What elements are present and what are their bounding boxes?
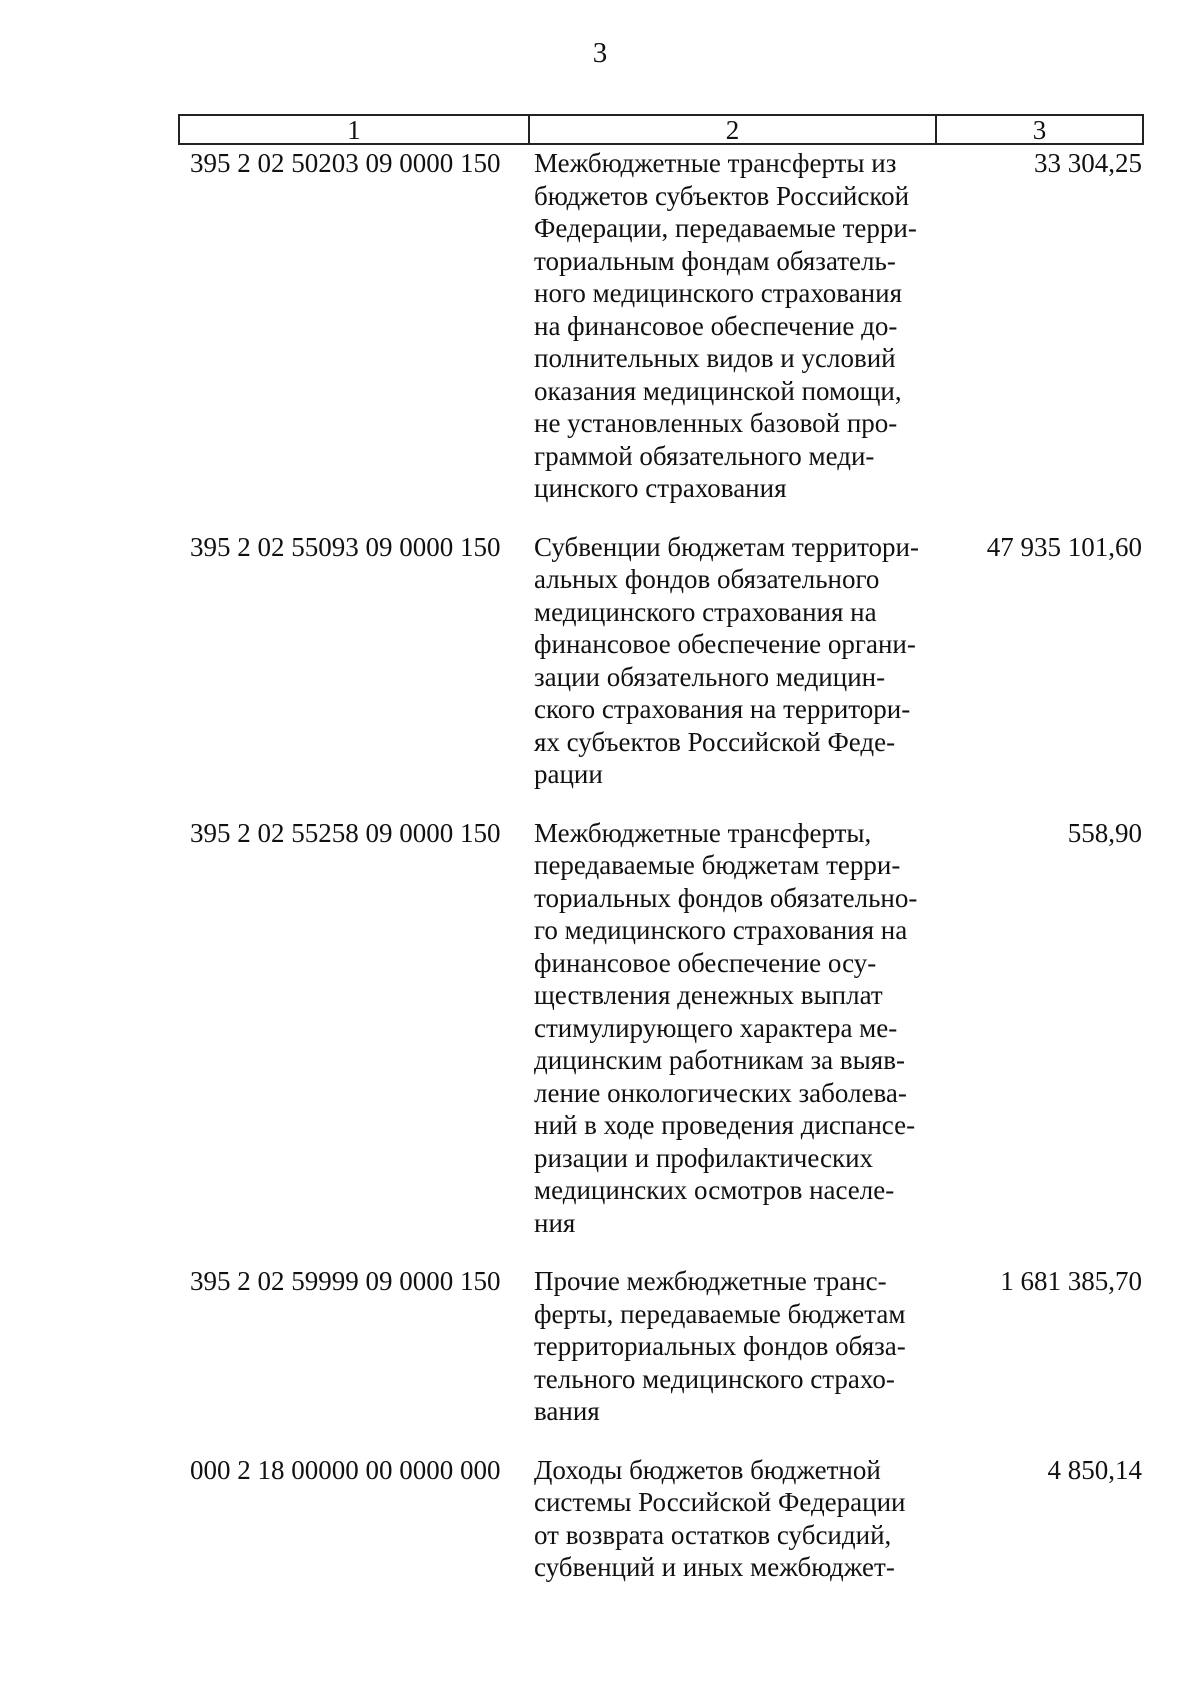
table-row xyxy=(178,1265,1144,1428)
description-line: ского страхования на территори- xyxy=(534,694,911,724)
table-body xyxy=(178,147,1144,1610)
description-line: ного медицинского страхования xyxy=(534,278,902,308)
description-line: ризации и профилактических xyxy=(534,1142,874,1173)
amount: 33 304,25 xyxy=(1034,148,1142,178)
amount: 558,90 xyxy=(1067,817,1142,848)
header-column-1: 1 xyxy=(180,116,530,143)
page-number: 3 xyxy=(592,37,608,69)
description-line: рации xyxy=(534,759,603,789)
amount: 47 935 101,60 xyxy=(986,531,1142,562)
budget-code: 395 2 02 59999 09 0000 150 xyxy=(190,1266,501,1296)
description-line: бюджетов субъектов Российской xyxy=(534,180,910,211)
description-line: ния xyxy=(534,1207,576,1238)
description-line: ях субъектов Российской Феде- xyxy=(534,726,896,757)
description-line: территориальных фондов обяза- xyxy=(534,1331,906,1361)
description-line: Федерации, передаваемые терри- xyxy=(534,213,917,243)
description-line: цинского страхования xyxy=(534,473,787,503)
budget-code: 395 2 02 55093 09 0000 150 xyxy=(190,531,501,562)
description-line: Прочие межбюджетные транс- xyxy=(534,1266,887,1296)
description-line: на финансовое обеспечение до- xyxy=(534,310,898,341)
description-line: Доходы бюджетов бюджетной xyxy=(534,1454,881,1485)
description xyxy=(528,1265,935,1428)
description-line: системы Российской Федерации xyxy=(534,1487,906,1517)
description xyxy=(528,1454,935,1584)
description-line: го медицинского страхования на xyxy=(534,915,908,945)
table-row xyxy=(178,147,1144,505)
table-row xyxy=(178,531,1144,791)
description-line: Межбюджетные трансферты из xyxy=(534,148,897,178)
header-column-2: 2 xyxy=(530,116,937,143)
description-line: финансовое обеспечение органи- xyxy=(534,629,916,659)
description-line: не установленных базовой про- xyxy=(534,408,898,438)
description-line: дицинским работникам за выяв- xyxy=(534,1045,905,1075)
description-line: субвенций и иных межбюджет- xyxy=(534,1552,895,1582)
description-line: зации обязательного медицин- xyxy=(534,661,886,692)
description-line: ториальным фондам обязатель- xyxy=(534,245,896,276)
amount: 1 681 385,70 xyxy=(1000,1266,1142,1296)
header-column-3: 3 xyxy=(1032,115,1047,145)
budget-code: 000 2 18 00000 00 0000 000 xyxy=(190,1454,501,1485)
description-line: от возврата остатков субсидий, xyxy=(534,1519,892,1550)
table-header xyxy=(178,114,1144,145)
budget-code: 395 2 02 50203 09 0000 150 xyxy=(190,148,501,178)
description-line: медицинских осмотров населе- xyxy=(534,1175,895,1205)
description-line: граммой обязательного меди- xyxy=(534,440,875,471)
description-line: стимулирующего характера ме- xyxy=(534,1012,898,1043)
description-line: тельного медицинского страхо- xyxy=(534,1363,895,1394)
description-line: альных фондов обязательного xyxy=(534,564,880,594)
description-line: Межбюджетные трансферты, xyxy=(534,817,872,848)
description-line: финансовое обеспечение осу- xyxy=(534,947,877,978)
description-line: медицинского страхования на xyxy=(534,596,877,627)
amount: 4 850,14 xyxy=(1047,1454,1142,1485)
description xyxy=(528,147,935,505)
description xyxy=(528,531,935,791)
description-line: ний в ходе проведения диспансе- xyxy=(534,1110,916,1140)
description xyxy=(528,817,935,1240)
description-line: ществления денежных выплат xyxy=(534,980,883,1010)
description-line: ферты, передаваемые бюджетам xyxy=(534,1298,906,1329)
description-line: Субвенции бюджетам территори- xyxy=(534,531,919,562)
table-row xyxy=(178,1454,1144,1584)
description-line: ториальных фондов обязательно- xyxy=(534,882,918,913)
description-line: вания xyxy=(534,1396,600,1426)
description-line: ление онкологических заболева- xyxy=(534,1077,907,1108)
description-line: полнительных видов и условий xyxy=(534,343,896,373)
budget-code: 395 2 02 55258 09 0000 150 xyxy=(190,817,501,848)
description-line: оказания медицинской помощи, xyxy=(534,375,902,406)
table-row xyxy=(178,817,1144,1240)
description-line: передаваемые бюджетам терри- xyxy=(534,850,901,880)
